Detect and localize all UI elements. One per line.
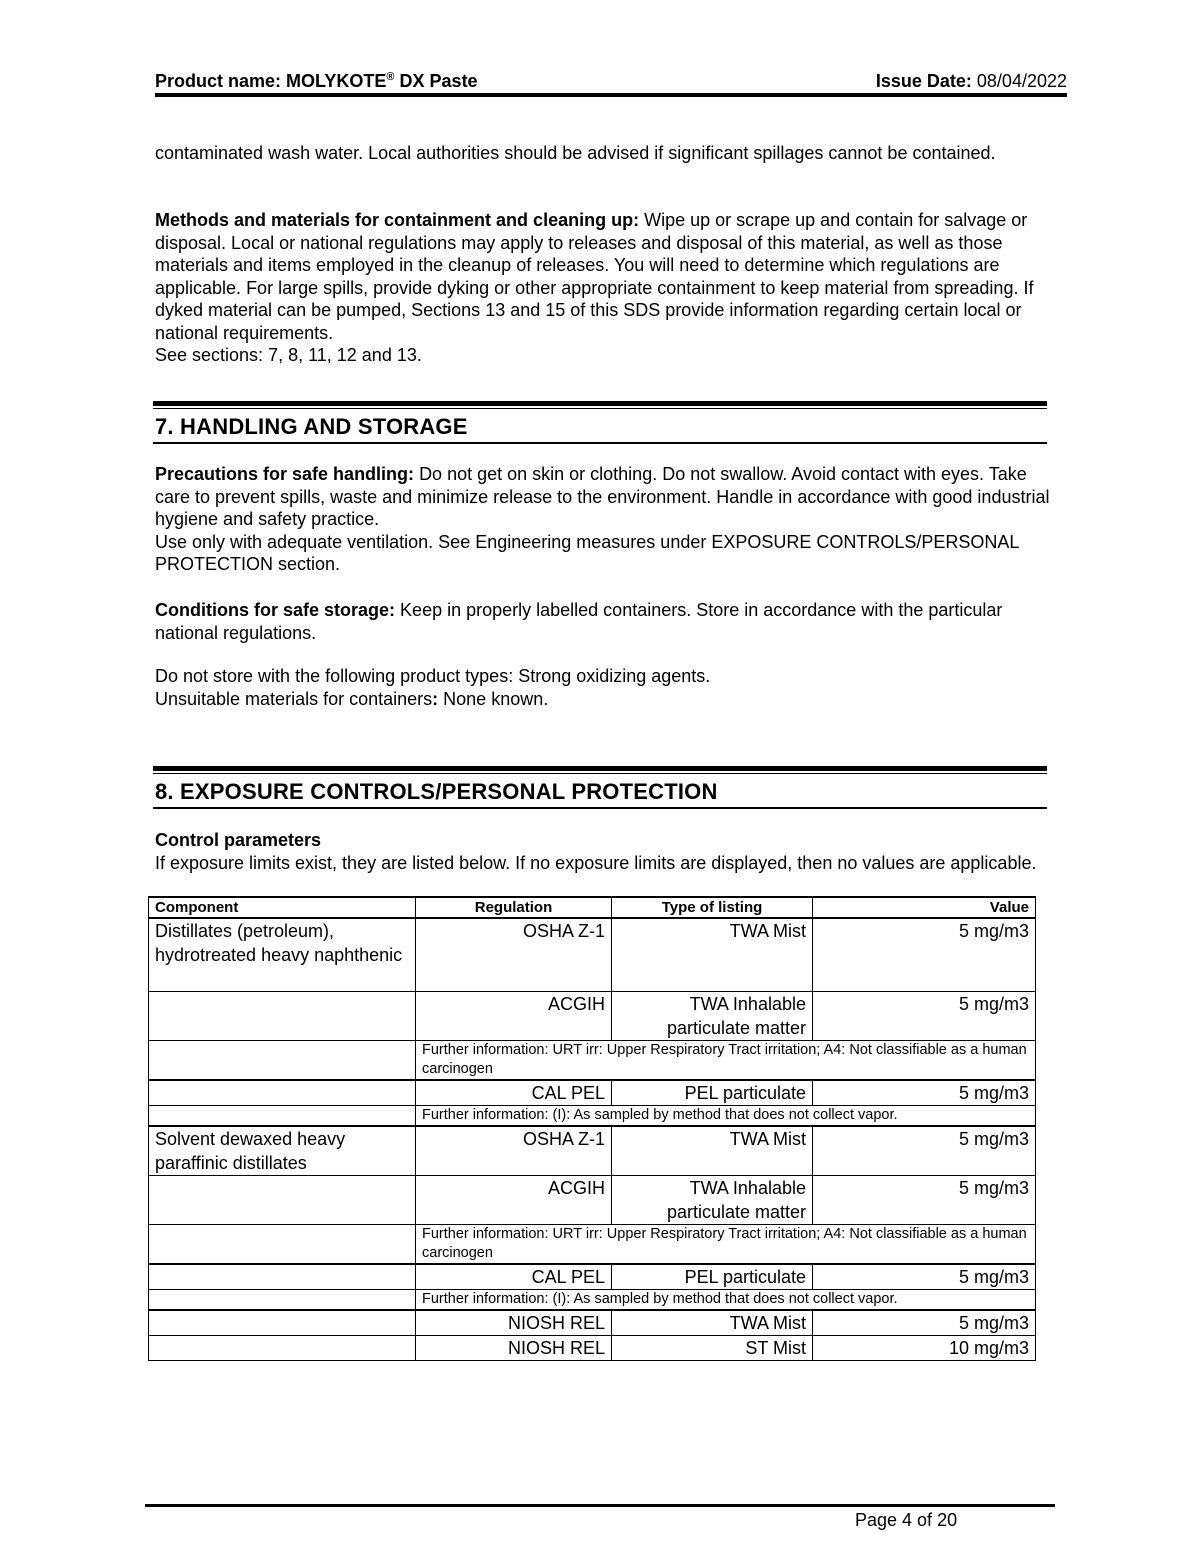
regulation-cell: CAL PEL <box>416 1264 612 1290</box>
section8-title: 8. EXPOSURE CONTROLS/PERSONAL PROTECTION <box>155 779 718 804</box>
table-row <box>149 1080 1036 1106</box>
type-cell: TWA Mist <box>612 1126 813 1176</box>
issue-date: Issue Date: 08/04/2022 <box>875 71 1067 91</box>
value-cell: 5 mg/m3 <box>813 1126 1036 1176</box>
value-cell: 5 mg/m3 <box>813 1080 1036 1106</box>
value-cell: 10 mg/m3 <box>813 1336 1036 1361</box>
regulation-cell: CAL PEL <box>416 1080 612 1106</box>
table-row <box>149 1126 1036 1176</box>
further-info-cell: Further information: URT irr: Upper Respiratory Tract irritation; A4: Not classifiable as a human carcinogen <box>416 1225 1036 1265</box>
empty-cell <box>149 1106 416 1127</box>
type-cell: TWA Mist <box>612 1310 813 1336</box>
further-info-row <box>149 1290 1036 1311</box>
component-cell: Distillates (petroleum), hydrotreated heavy naphthenic <box>149 918 416 992</box>
regulation-cell: ACGIH <box>416 992 612 1041</box>
component-cell <box>149 1310 416 1336</box>
further-info-cell: Further information: (I): As sampled by method that does not collect vapor. <box>416 1106 1036 1127</box>
do-not-store-text: Do not store with the following product types: Strong oxidizing agents. <box>155 666 711 686</box>
section8-rule-bottom <box>153 807 1047 809</box>
regulation-cell: ACGIH <box>416 1176 612 1225</box>
header-value: Value <box>813 897 1036 918</box>
value-cell: 5 mg/m3 <box>813 1264 1036 1290</box>
type-cell: TWA Mist <box>612 918 813 992</box>
regulation-cell: NIOSH REL <box>416 1310 612 1336</box>
header-component: Component <box>149 897 416 918</box>
component-cell <box>149 992 416 1041</box>
value-cell: 5 mg/m3 <box>813 918 1036 992</box>
table-row <box>149 1310 1036 1336</box>
footer-divider <box>145 1504 1055 1507</box>
type-cell: TWA Inhalable particulate matter <box>612 1176 813 1225</box>
table-row <box>149 918 1036 992</box>
section7-rule-thin <box>153 408 1047 409</box>
value-cell: 5 mg/m3 <box>813 992 1036 1041</box>
table-row <box>149 992 1036 1041</box>
spill-paragraph: contaminated wash water. Local authorities should be advised if significant spillages cannot be contained. <box>155 143 996 163</box>
empty-cell <box>149 1041 416 1081</box>
section8-rule-thin <box>153 773 1047 774</box>
table-header-row <box>149 897 1036 918</box>
section7-rule-bottom <box>153 442 1047 444</box>
type-cell: TWA Inhalable particulate matter <box>612 992 813 1041</box>
header-type: Type of listing <box>612 897 813 918</box>
value-cell: 5 mg/m3 <box>813 1310 1036 1336</box>
regulation-cell: OSHA Z-1 <box>416 1126 612 1176</box>
table-row <box>149 1264 1036 1290</box>
empty-cell <box>149 1225 416 1265</box>
section7-rule-top <box>153 401 1047 406</box>
incompatible-paragraph <box>155 665 1060 710</box>
further-info-row <box>149 1225 1036 1265</box>
section8-rule-top <box>153 766 1047 771</box>
component-cell: Solvent dewaxed heavy paraffinic distillates <box>149 1126 416 1176</box>
component-cell <box>149 1336 416 1361</box>
component-cell <box>149 1176 416 1225</box>
table-row <box>149 1176 1036 1225</box>
see-sections: See sections: 7, 8, 11, 12 and 13. <box>155 345 422 365</box>
precautions-paragraph: Precautions for safe handling: Do not get on skin or clothing. Do not swallow. Avoid contact with eyes. Take care to prevent spills, waste and minimize release to the environment. Handle in accordance with good industrial hygiene and safety practice. Use only with adequate ventilation. See Engineering measures under EXPOSURE CONTROLS/PERSONAL PROTECTION section. <box>155 464 1050 574</box>
header-regulation: Regulation <box>416 897 612 918</box>
further-info-row <box>149 1041 1036 1081</box>
regulation-cell: NIOSH REL <box>416 1336 612 1361</box>
type-cell: ST Mist <box>612 1336 813 1361</box>
type-cell: PEL particulate <box>612 1264 813 1290</box>
product-name: Product name: MOLYKOTE® DX Paste <box>155 71 478 91</box>
further-info-cell: Further information: (I): As sampled by method that does not collect vapor. <box>416 1290 1036 1311</box>
component-cell <box>149 1080 416 1106</box>
regulation-cell: OSHA Z-1 <box>416 918 612 992</box>
table-row <box>149 1336 1036 1361</box>
control-parameters: Control parameters If exposure limits exist, they are listed below. If no exposure limits are displayed, then no values are applicable. <box>155 830 1037 873</box>
section7-title: 7. HANDLING AND STORAGE <box>155 414 468 439</box>
further-info-row <box>149 1106 1036 1127</box>
ventilation-text: Use only with adequate ventilation. See Engineering measures under EXPOSURE CONTROLS/PERSONAL PROTECTION section. <box>155 531 1019 574</box>
containment-paragraph: Methods and materials for containment and cleaning up: Wipe up or scrape up and contain for salvage or disposal. Local or national regulations may apply to releases and disposal of this material, as well as those materials and items employed in the cleanup of releases. You will need to determine which regulations are applicable. For large spills, provide dyking or other appropriate containment to keep material from spreading. If dyked material can be pumped, Sections 13 and 15 of this SDS provide information regarding certain local or national requirements. See sections: 7, 8, 11, 12 and 13. <box>155 210 1034 365</box>
unsuitable-materials: Unsuitable materials for containers: None known. <box>155 688 549 709</box>
exposure-limits-table <box>148 896 1036 1361</box>
component-cell <box>149 1264 416 1290</box>
storage-paragraph: Conditions for safe storage: Keep in properly labelled containers. Store in accordance with the particular national regulations. <box>155 600 1003 643</box>
header-divider <box>155 93 1067 97</box>
empty-cell <box>149 1290 416 1311</box>
further-info-cell: Further information: URT irr: Upper Respiratory Tract irritation; A4: Not classifiable as a human carcinogen <box>416 1041 1036 1081</box>
page-number: Page 4 of 20 <box>855 1510 958 1530</box>
value-cell: 5 mg/m3 <box>813 1176 1036 1225</box>
type-cell: PEL particulate <box>612 1080 813 1106</box>
